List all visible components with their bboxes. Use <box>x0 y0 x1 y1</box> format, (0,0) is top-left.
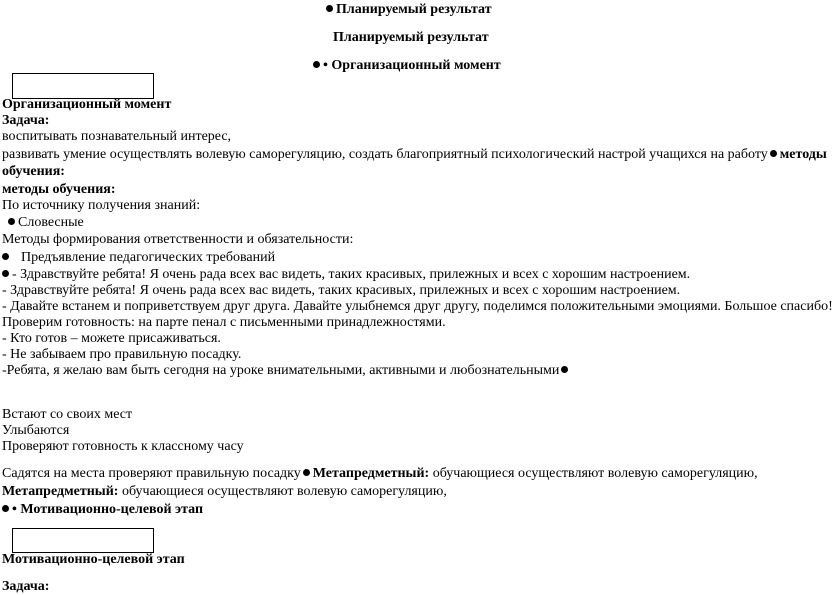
ready-sit-line: - Кто готов – можете присаживаться. <box>2 331 221 346</box>
planned-result-heading: Планируемый результат <box>326 2 492 18</box>
posture-line: - Не забываем про правильную посадку. <box>2 347 242 362</box>
bullet-icon <box>770 150 777 157</box>
students-check: Проверяют готовность к классному часу <box>2 439 244 454</box>
bullet-icon <box>303 469 310 476</box>
readiness-check: Проверим готовность: на парте пенал с письменными принадлежностями. <box>2 315 446 330</box>
motivation-title: Мотивационно-целевой этап <box>2 552 185 567</box>
responsibility-methods: Методы формирования ответственности и обязательности: <box>2 232 354 247</box>
bullet-icon <box>313 61 320 68</box>
methods-continued: обучения: <box>2 164 65 179</box>
org-moment-title: Организационный момент <box>2 97 172 112</box>
methods-label: методы обучения: <box>2 182 116 197</box>
greeting-plain: - Здравствуйте ребята! Я очень рада всех вас видеть, таких красивых, прилежных и всех с хорошим настроением. <box>2 283 681 298</box>
image-placeholder-box <box>12 528 154 553</box>
bullet-icon <box>2 270 9 277</box>
task-label: Задача: <box>2 113 50 128</box>
bullet-icon <box>2 505 9 512</box>
stand-greet-line: - Давайте встанем и поприветствуем друг друга. Давайте улыбнемся друг другу, поделимся положительными эмоциями. Большое спасибо! <box>2 299 833 314</box>
greeting-bold: - Здравствуйте ребята! Я очень рада всех вас видеть, таких красивых, прилежных и всех с хорошим настроением. <box>2 267 690 283</box>
meta-result: Метапредметный: обучающиеся осуществляют волевую саморегуляцию, <box>2 484 447 499</box>
image-placeholder-box <box>12 73 154 99</box>
requirements-item: Предъявление педагогических требований <box>2 250 275 266</box>
bullet-icon <box>8 218 15 225</box>
org-moment-heading: • Организационный момент <box>313 58 501 74</box>
students-smile: Улыбаются <box>2 423 70 438</box>
task-line-2: развивать умение осуществлять волевую саморегуляцию, создать благоприятный психологический настрой учащихся на работу методы <box>2 147 827 162</box>
verbal-methods-item: Словесные <box>8 215 84 231</box>
students-stand: Встают со своих мест <box>2 407 133 422</box>
bullet-icon <box>561 366 568 373</box>
motivation-bullet-heading: • Мотивационно-целевой этап <box>2 502 203 518</box>
task-line-1: воспитывать познавательный интерес, <box>2 129 232 144</box>
knowledge-source: По источнику получения знаний: <box>2 198 201 213</box>
bullet-icon <box>326 5 333 12</box>
planned-result-subheading: Планируемый результат <box>333 30 489 45</box>
motivation-task-label: Задача: <box>2 579 50 594</box>
students-sit-meta: Садятся на места проверяют правильную посадку Метапредметный: обучающиеся осуществляют волевую саморегуляцию, <box>2 466 758 481</box>
bullet-icon <box>2 253 9 260</box>
wish-line: -Ребята, я желаю вам быть сегодня на уроке внимательными, активными и любознательными <box>2 363 571 379</box>
